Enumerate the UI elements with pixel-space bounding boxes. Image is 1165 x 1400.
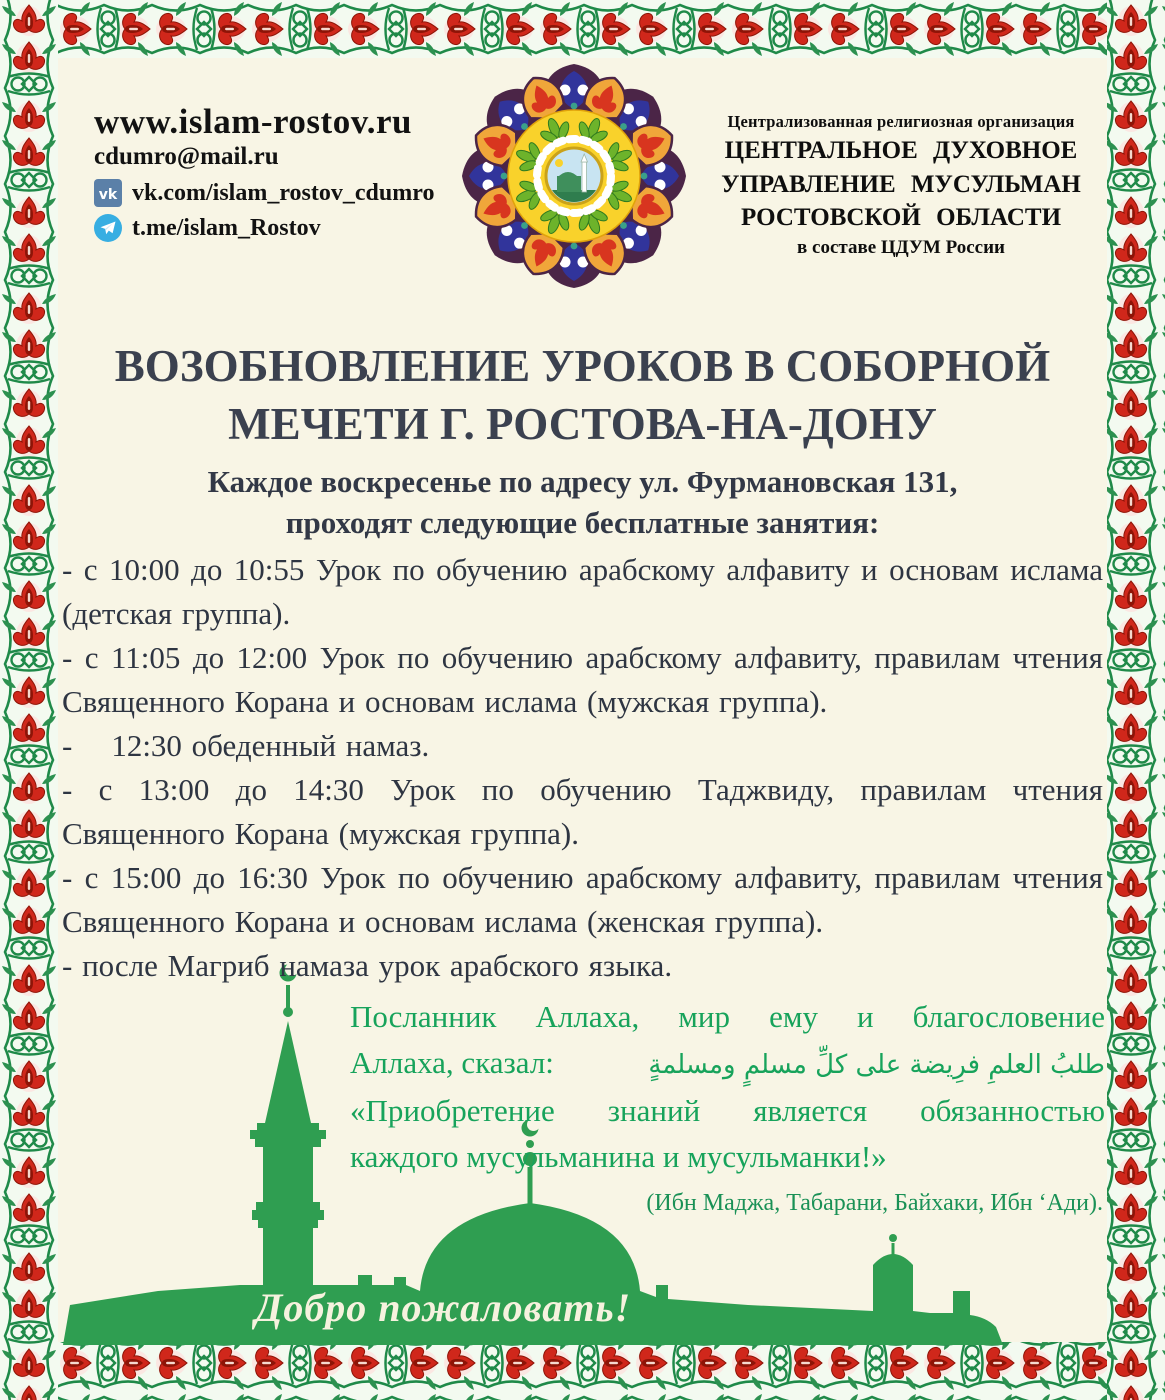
quote-arabic-text: طلبُ العلمِ فرِيضة على كلِّ مسلمٍ ومسلمةٍ <box>648 1050 1105 1080</box>
vk-icon <box>94 179 122 207</box>
hadith-quote <box>350 994 1107 1180</box>
organization-affiliation: в составе ЦДУМ России <box>797 236 1005 258</box>
subtitle-line2: проходят следующие бесплатные занятия: <box>285 505 880 540</box>
organization-name-block <box>695 110 1107 261</box>
poster-header <box>58 58 1107 305</box>
organization-type: Централизованная религиозная организация <box>727 112 1075 131</box>
organization-name-line1: ЦЕНТРАЛЬНОЕ ДУХОВНОЕ <box>724 137 1078 164</box>
schedule-item: - с 13:00 до 14:30 Урок по обучению Таджвиду, правилам чтения Священного Корана (мужская группа). <box>62 772 1103 851</box>
vk-link-row <box>94 179 434 207</box>
organization-name-line2: УПРАВЛЕНИЕ МУСУЛЬМАН <box>721 170 1081 198</box>
vk-link: vk.com/islam_rostov_cdumro <box>132 180 435 206</box>
schedule-item: - с 10:00 до 10:55 Урок по обучению арабскому алфавиту и основам ислама (детская группа). <box>62 552 1103 631</box>
schedule-list <box>58 548 1107 988</box>
quote-intro-line1: Посланник Аллаха, мир ему и благословение <box>350 999 1105 1034</box>
quote-attribution: (Ибн Маджа, Табарани, Байхаки, Ибн ‘Ади). <box>646 1190 1103 1216</box>
subtitle-line1: Каждое воскресенье по адресу ул. Фурмановская 131, <box>207 464 958 499</box>
quote-body-line2: каждого мусульманина и мусульманки!» <box>350 1139 887 1174</box>
schedule-item: - с 15:00 до 16:30 Урок по обучению арабскому алфавиту, правилам чтения Священного Корана и основам ислама (женская группа). <box>62 860 1103 939</box>
schedule-item: - с 11:05 до 12:00 Урок по обучению арабскому алфавиту, правилам чтения Священного Корана и основам ислама (мужская группа). <box>62 640 1103 719</box>
welcome-text: Добро пожаловать! <box>255 1285 632 1330</box>
telegram-link: t.me/islam_Rostov <box>132 215 321 241</box>
quote-intro-text: Аллаха, сказал: <box>350 1045 554 1080</box>
quote-intro-line2 <box>350 1040 1105 1088</box>
page-title-line2: МЕЧЕТИ Г. РОСТОВА-НА-ДОНУ <box>228 399 937 449</box>
svg-text:vk: vk <box>98 187 118 203</box>
organization-emblem <box>458 60 690 292</box>
subtitle <box>58 461 1107 543</box>
page-title-line1: ВОЗОБНОВЛЕНИЕ УРОКОВ В СОБОРНОЙ <box>114 341 1051 391</box>
poster-content <box>58 58 1107 1342</box>
website-link: www.islam-rostov.ru <box>94 102 413 141</box>
page-title <box>58 337 1107 453</box>
email-address: cdumro@mail.ru <box>94 143 279 170</box>
quote-body-line1: «Приобретение знаний является обязанностью <box>350 1093 1105 1128</box>
telegram-icon <box>94 214 122 242</box>
contact-block <box>94 102 434 242</box>
schedule-item: - после Магриб намаза урок арабского языка. <box>62 948 673 983</box>
organization-name-line3: РОСТОВСКОЙ ОБЛАСТИ <box>740 204 1062 231</box>
schedule-item: - 12:30 обеденный намаз. <box>62 728 430 763</box>
telegram-link-row <box>94 214 434 242</box>
